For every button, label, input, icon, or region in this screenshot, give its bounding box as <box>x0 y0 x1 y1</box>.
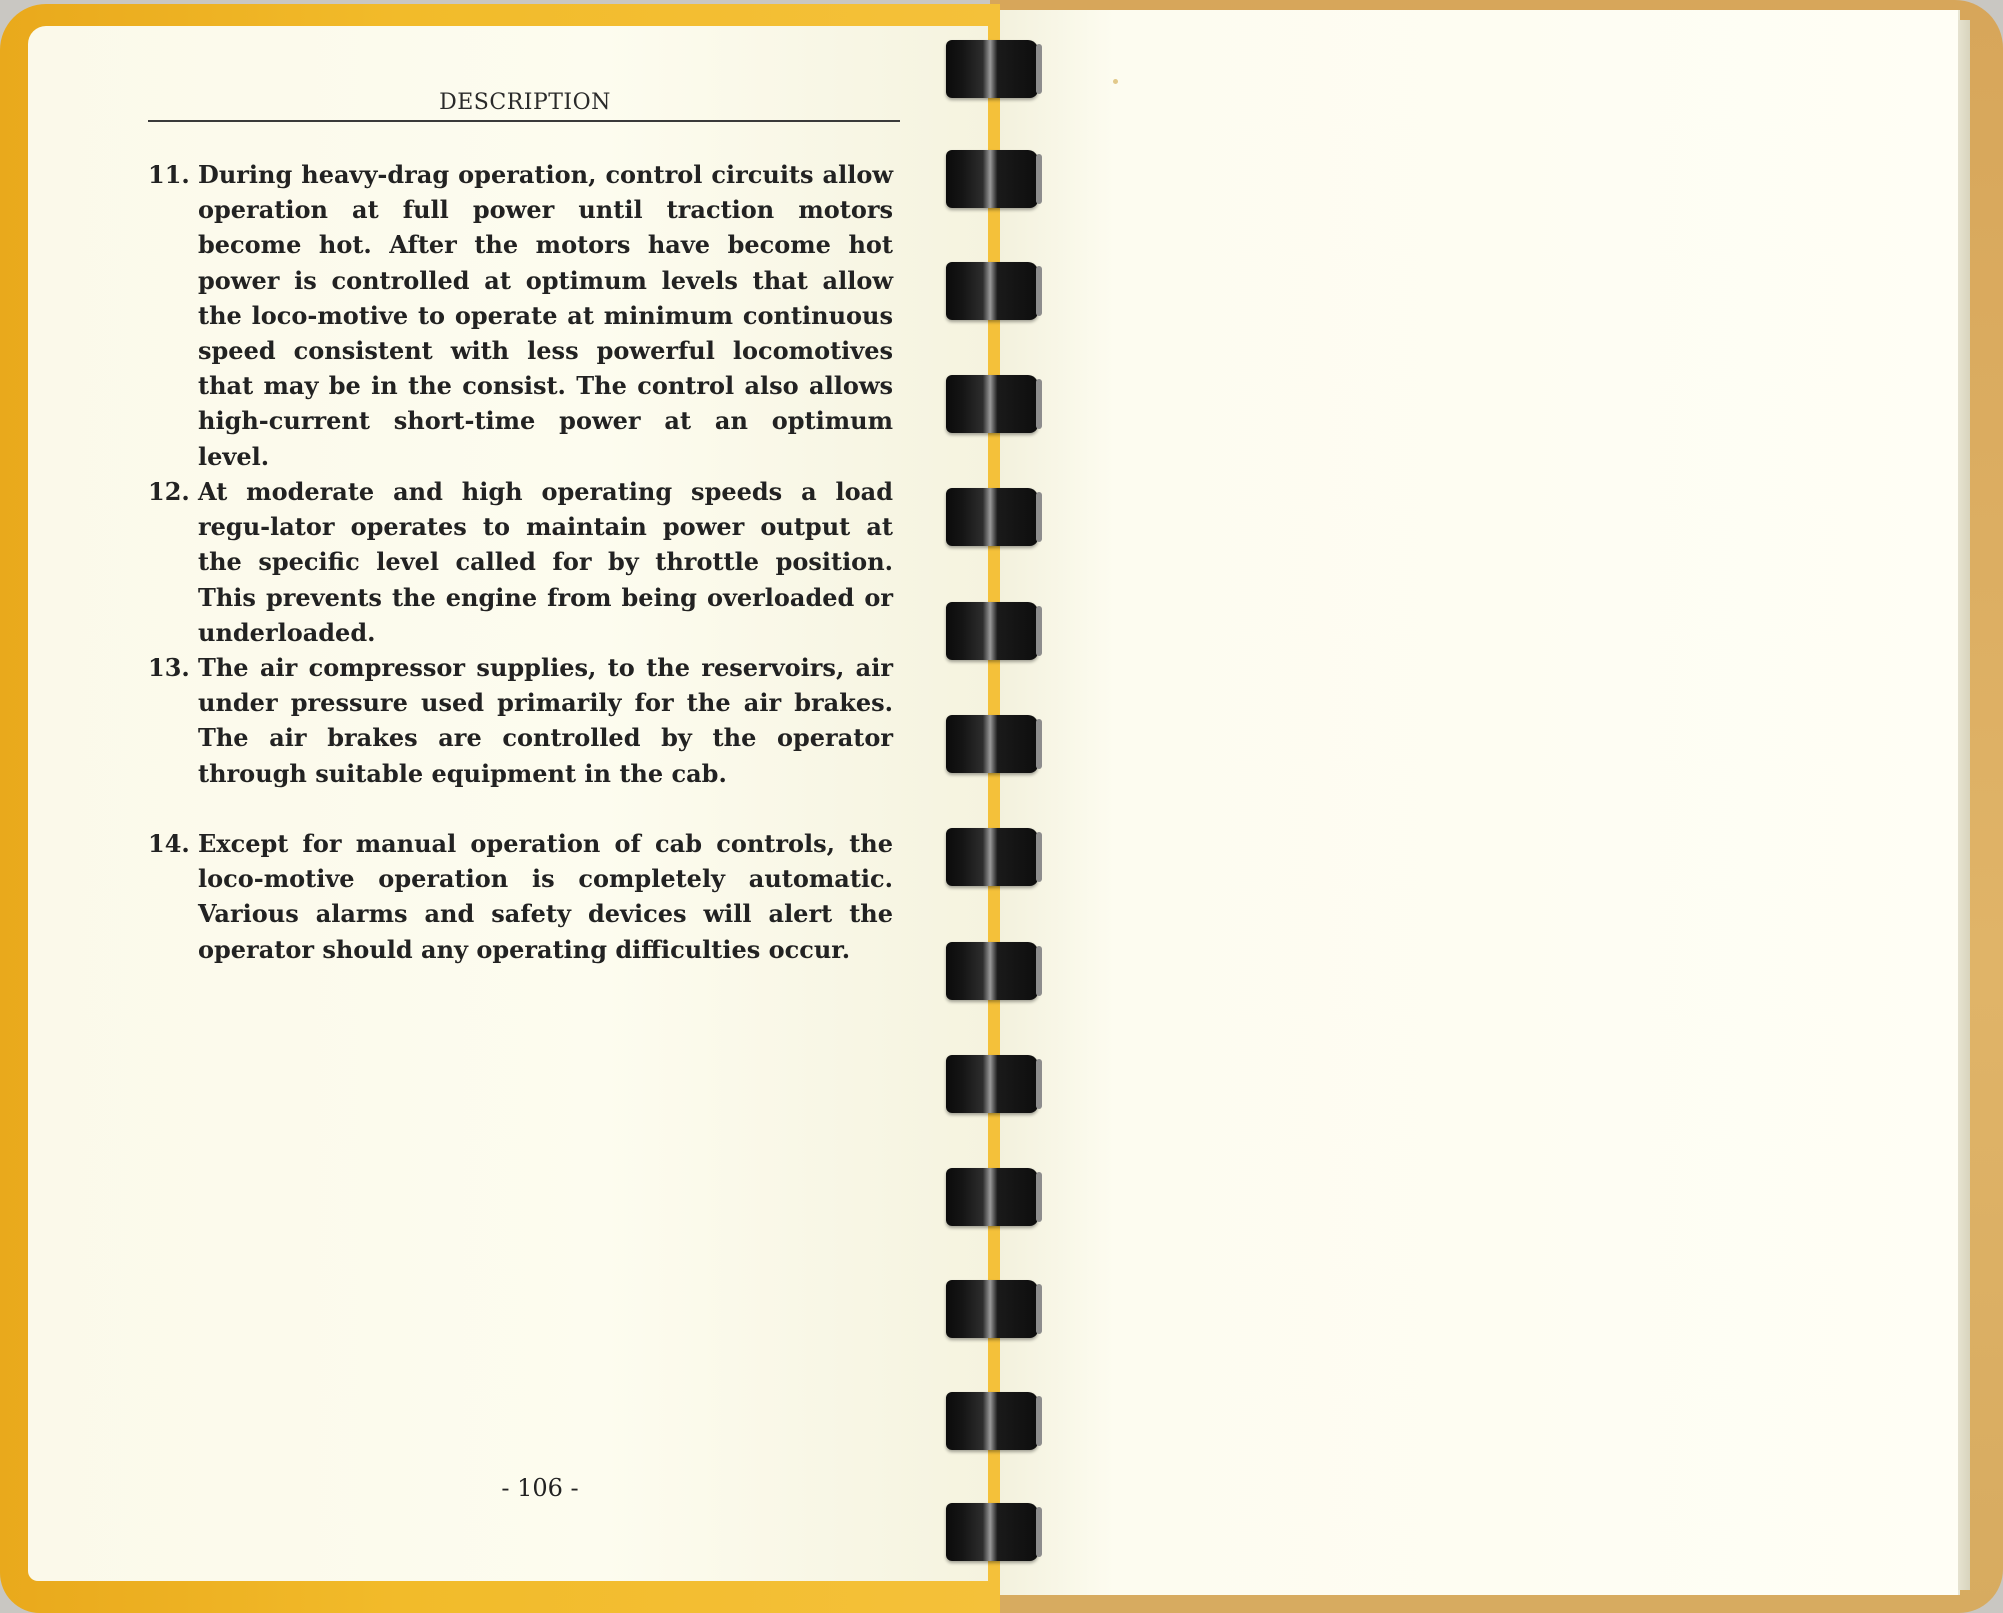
binding-coil <box>946 40 1038 98</box>
binding-coil <box>946 602 1038 660</box>
paragraph-text: The air compressor supplies, to the reservoirs, air under pressure used primarily for the air brakes. The air brakes are controlled by the operator through suitable equipment in the cab. <box>198 653 893 788</box>
paragraph-14 <box>148 826 893 967</box>
binding-coil <box>946 1280 1038 1338</box>
header-rule <box>148 120 900 122</box>
paragraph-11 <box>148 157 893 474</box>
paragraph-text: At moderate and high operating speeds a load regu-lator operates to maintain power output at the specific level called for by throttle position. This prevents the engine from being overloaded or underloaded. <box>198 477 893 647</box>
right-page <box>1000 10 1960 1595</box>
binding-coil <box>946 828 1038 886</box>
binding-coil <box>946 375 1038 433</box>
paragraph-13 <box>148 650 893 791</box>
paragraph-text: Except for manual operation of cab controls, the loco-motive operation is completely automatic. Various alarms and safety devices will alert the operator should any operating difficulties occur. <box>198 829 893 964</box>
paragraph-12 <box>148 474 893 650</box>
paragraph-text: During heavy-drag operation, control circuits allow operation at full power until traction motors become hot. After the motors have become hot power is controlled at optimum levels that allow the loco-motive to operate at minimum continuous speed consistent with less powerful locomotives that may be in the consist. The control also allows high-current short-time power at an optimum level. <box>198 160 893 471</box>
binding-coil <box>946 1503 1038 1561</box>
page-speck <box>1113 79 1118 84</box>
paragraph-number: 14. <box>148 829 190 858</box>
binding-coil <box>946 1392 1038 1450</box>
binding-coil <box>946 715 1038 773</box>
binding-coil <box>946 1168 1038 1226</box>
binding-coil <box>946 1055 1038 1113</box>
page-number: - 106 - <box>501 1474 579 1502</box>
paragraph-number: 12. <box>148 477 190 506</box>
paragraph-number: 13. <box>148 653 190 682</box>
paragraph-number: 11. <box>148 160 190 189</box>
right-page-edge <box>1958 20 1970 1590</box>
binding-coil <box>946 262 1038 320</box>
binding-coil <box>946 942 1038 1000</box>
page-header: DESCRIPTION <box>439 90 611 115</box>
binding-coil <box>946 150 1038 208</box>
binding-coil <box>946 488 1038 546</box>
